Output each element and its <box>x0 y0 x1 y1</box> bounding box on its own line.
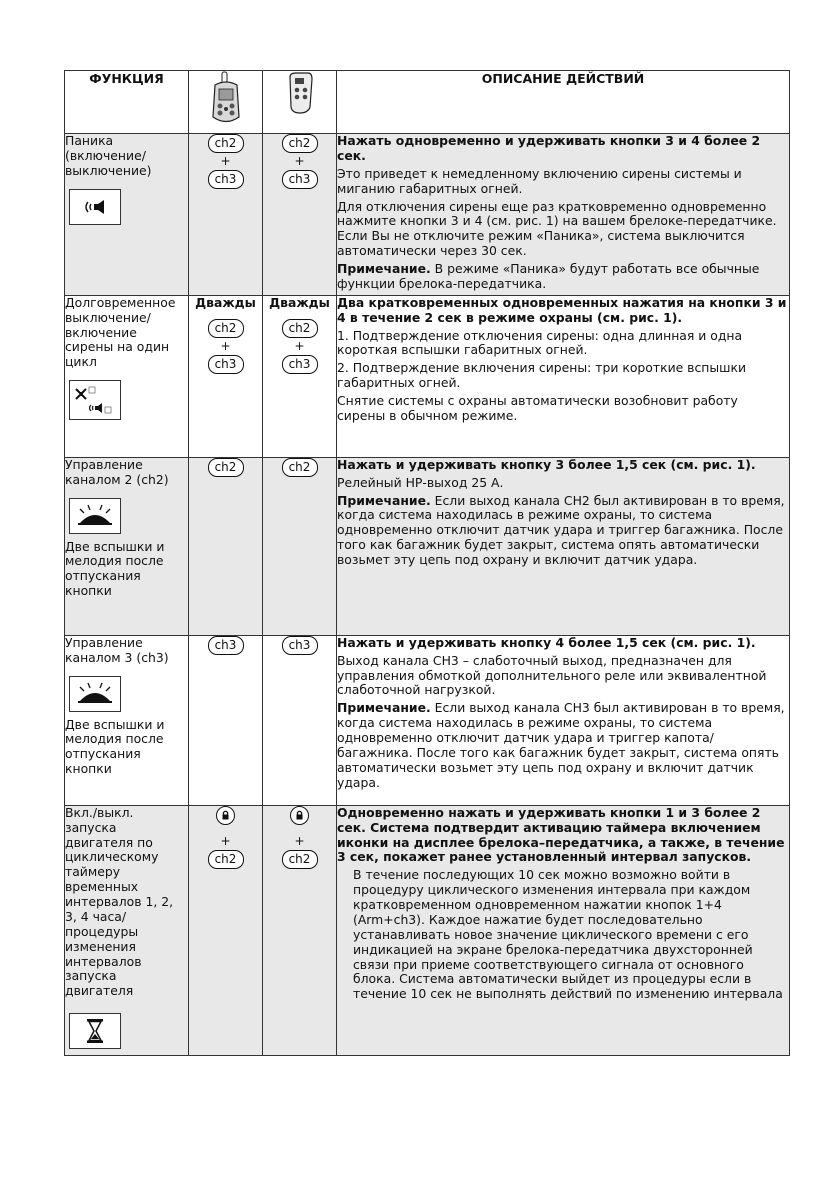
remote2-keys <box>263 134 337 296</box>
description-heading: Нажать и удерживать кнопку 4 более 1,5 сек (см. рис. 1). <box>337 634 756 650</box>
description-heading: Два кратковременных одновременных нажатия на кнопки 3 и 4 в течение 2 сек в режиме охраны (см. рис. 1). <box>337 294 787 325</box>
ch2-button: ch2 <box>282 319 318 338</box>
table-row-channel-3 <box>65 635 790 805</box>
ch3-button: ch3 <box>282 355 318 374</box>
note-text: Если выход канала CH2 был активирован в то время, когда система находилась в режиме охраны, то система одновременно отключит датчик удара и триггер багажника. После того как багажник будет закрыт, система опять автоматически возьмет эту цепь под охрану и включит датчик удара. <box>337 492 785 567</box>
table-row-cyclic-timer <box>65 805 790 1055</box>
ch2-button: ch2 <box>282 458 318 477</box>
function-cell <box>65 805 189 1055</box>
description-text: Выход канала CH3 – слаботочный выход, предназначен для управления обмоткой дополнительного реле или эквивалентной слаботочной нагрузкой. <box>337 652 767 698</box>
description-heading: Одновременно нажать и удерживать кнопки 1 и 3 более 2 сек. Система подтвердит активацию таймера включением иконки на дисплее брелока–передатчика, а также, в течение 3 сек, покажет ранее установленный интервал запусков. <box>337 804 785 865</box>
header-description: ОПИСАНИЕ ДЕЙСТВИЙ <box>337 71 790 134</box>
siren-off-on-icon <box>69 380 121 420</box>
twice-label: Дважды <box>195 294 256 310</box>
note-text: В режиме «Паника» будут работать все обычные функции брелока-передатчика. <box>337 261 760 291</box>
functions-table <box>64 70 790 1056</box>
description-text: 1. Подтверждение отключения сирены: одна длинная и одна короткая вспышки габаритных огней. <box>337 327 743 358</box>
remote1-keys <box>189 457 263 635</box>
note-label: Примечание. <box>337 492 431 508</box>
remote2-keys <box>263 635 337 805</box>
header-function: ФУНКЦИЯ <box>65 71 189 134</box>
function-label: Долговременное выключение/ включение сирены на один цикл <box>65 294 176 370</box>
function-cell <box>65 457 189 635</box>
lock-button-icon <box>290 806 309 825</box>
remote2-keys <box>263 295 337 457</box>
table-row-channel-2 <box>65 457 790 635</box>
description-cell <box>337 457 790 635</box>
description-cell <box>337 295 790 457</box>
description-text: Это приведет к немедленному включению сирены системы и миганию габаритных огней. <box>337 165 742 196</box>
trunk-channel-icon <box>69 676 121 712</box>
remote2-keys <box>263 805 337 1055</box>
description-text: 2. Подтверждение включения сирены: три короткие вспышки габаритных огней. <box>337 360 747 391</box>
ch3-button: ch3 <box>282 170 318 189</box>
hourglass-icon <box>69 1013 121 1049</box>
plus-sign: + <box>294 338 305 353</box>
description-text: Снятие системы с охраны автоматически возобновит работу сирены в обычном режиме. <box>337 393 738 423</box>
ch2-button: ch2 <box>282 134 318 153</box>
description-heading: Нажать и удерживать кнопку 3 более 1,5 сек (см. рис. 1). <box>337 456 756 472</box>
lock-button-icon <box>216 806 235 825</box>
plus-sign: + <box>294 154 305 168</box>
remote1-keys <box>189 635 263 805</box>
table-header-row <box>65 71 790 134</box>
function-cell <box>65 635 189 805</box>
trunk-channel-icon <box>69 498 121 534</box>
description-cell <box>337 635 790 805</box>
function-cell <box>65 134 189 296</box>
description-text: В течение последующих 10 сек можно возможно войти в процедуру циклического изменения интервала при каждом кратковременном одновременном нажатии кнопок 1+4 (Arm+ch3). Каждое нажатие будет последовательно устанавливать новое значение циклического времени с его индикацией на экране брелока-передатчика двухсторонней связи при приеме соответствующего сигнала от основного блока. Система автоматически выйдет из процедуры если в течение 10 сек не выполнять действий по изменению интервала <box>353 867 783 1002</box>
ch3-button: ch3 <box>282 636 318 655</box>
note-label: Примечание. <box>337 261 431 276</box>
plus-sign: + <box>220 338 231 353</box>
table-row-panic <box>65 134 790 296</box>
ch3-button: ch3 <box>208 636 244 655</box>
ch2-button: ch2 <box>282 850 318 869</box>
one-way-remote-icon <box>286 71 314 115</box>
ch3-button: ch3 <box>208 170 244 189</box>
function-label: Вкл./выкл. запуска двигателя по циклическому таймеру временных интервалов 1, 2, 3, 4 часа/процедуры изменения интервалов запуска двигателя <box>65 804 174 999</box>
note-text: Если выход канала CH3 был активирован в то время, когда система находилась в режиме охраны, то система одновременно отключит датчик удара и триггер капота/ багажника. После того как багажник будет закрыт, система опять автоматически возьмет эту цепь под охрану и включит датчик удара. <box>337 700 785 790</box>
remote1-keys <box>189 295 263 457</box>
note-label: Примечание. <box>337 700 431 716</box>
description-heading: Нажать одновременно и удерживать кнопки 3 и 4 более 2 сек. <box>337 133 761 163</box>
twice-label: Дважды <box>269 294 330 310</box>
plus-sign: + <box>220 154 231 168</box>
ch2-button: ch2 <box>208 319 244 338</box>
description-text: Релейный НР-выход 25 А. <box>337 474 504 490</box>
ch2-button: ch2 <box>208 850 244 869</box>
function-caption: Две вспышки и мелодия после отпускания кнопки <box>65 538 165 599</box>
panic-siren-icon <box>69 189 121 225</box>
plus-sign: + <box>220 833 231 848</box>
ch2-button: ch2 <box>208 134 244 153</box>
plus-sign: + <box>294 833 305 848</box>
remote1-keys <box>189 134 263 296</box>
table-row-siren-cycle <box>65 295 790 457</box>
remote2-keys <box>263 457 337 635</box>
header-remote-one-way <box>263 71 337 134</box>
description-text: Для отключения сирены еще раз кратковременно одновременно нажмите кнопки 3 и 4 (см. рис. 1) на вашем брелоке-передатчике. Если Вы не отключите режим «Паника», система выключится автоматически через 30 сек. <box>337 198 777 259</box>
function-label: Управление каналом 2 (ch2) <box>65 456 169 487</box>
header-remote-two-way <box>189 71 263 134</box>
ch2-button: ch2 <box>208 458 244 477</box>
description-cell <box>337 805 790 1055</box>
function-cell <box>65 295 189 457</box>
remote1-keys <box>189 805 263 1055</box>
function-caption: Две вспышки и мелодия после отпускания кнопки <box>65 716 165 777</box>
two-way-remote-icon <box>208 71 244 127</box>
function-label: Управление каналом 3 (ch3) <box>65 634 169 665</box>
ch3-button: ch3 <box>208 355 244 374</box>
function-label: Паника (включение/ выключение) <box>65 133 152 178</box>
description-cell <box>337 134 790 296</box>
